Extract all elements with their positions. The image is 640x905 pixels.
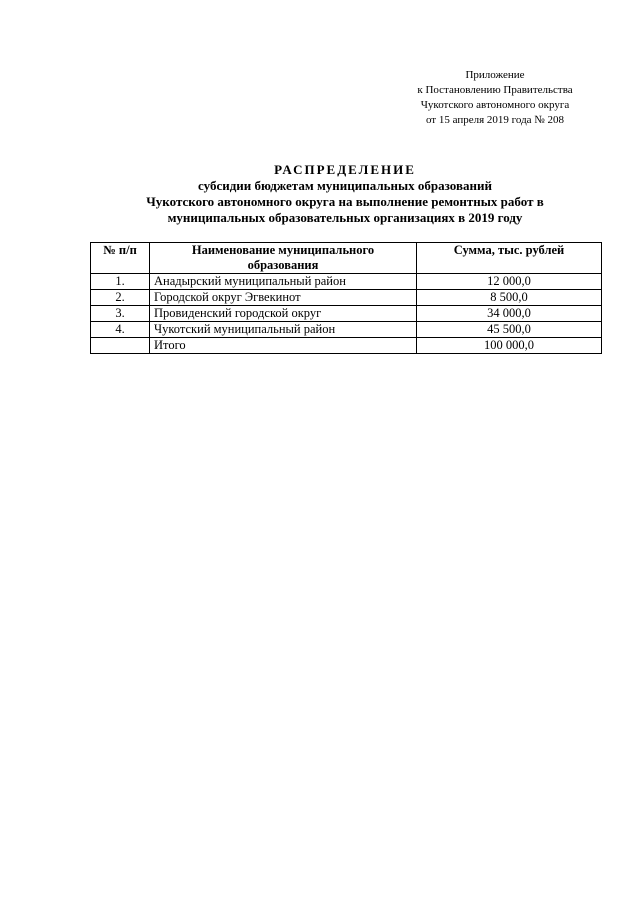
table-row	[91, 274, 602, 290]
row-name: Провиденский городской округ	[150, 306, 417, 322]
appendix-date-number: от 15 апреля 2019 года № 208	[425, 114, 565, 126]
row-sum: 8 500,0	[417, 290, 602, 306]
row-number	[91, 338, 150, 354]
header-number: № п/п	[91, 243, 150, 274]
appendix-block	[395, 68, 595, 128]
title-line-3: Чукотского автономного округа на выполнение ремонтных работ в	[146, 194, 544, 209]
appendix-label: Приложение	[465, 69, 525, 81]
title-line-2: субсидии бюджетам муниципальных образований	[198, 178, 492, 193]
table-row	[91, 306, 602, 322]
header-name-line2: образования	[247, 258, 319, 272]
table-header-row	[91, 243, 602, 274]
title-line-4: муниципальных образовательных организациях в 2019 году	[167, 210, 523, 225]
document-title	[90, 162, 600, 226]
table-total-row	[91, 338, 602, 354]
row-sum: 45 500,0	[417, 322, 602, 338]
table-row	[91, 322, 602, 338]
row-name: Городской округ Эгвекинот	[150, 290, 417, 306]
total-sum: 100 000,0	[417, 338, 602, 354]
table-row	[91, 290, 602, 306]
row-number: 1.	[91, 274, 150, 290]
total-label: Итого	[150, 338, 417, 354]
title-heading: РАСПРЕДЕЛЕНИЕ	[274, 162, 416, 177]
header-sum: Сумма, тыс. рублей	[417, 243, 602, 274]
row-name: Чукотский муниципальный район	[150, 322, 417, 338]
appendix-resolution-ref: к Постановлению Правительства	[417, 84, 573, 96]
appendix-region: Чукотского автономного округа	[420, 99, 570, 111]
row-number: 2.	[91, 290, 150, 306]
row-number: 3.	[91, 306, 150, 322]
row-number: 4.	[91, 322, 150, 338]
header-name	[150, 243, 417, 274]
header-name-line1: Наименование муниципального	[191, 243, 375, 257]
row-name: Анадырский муниципальный район	[150, 274, 417, 290]
distribution-table	[90, 242, 602, 354]
row-sum: 34 000,0	[417, 306, 602, 322]
row-sum: 12 000,0	[417, 274, 602, 290]
